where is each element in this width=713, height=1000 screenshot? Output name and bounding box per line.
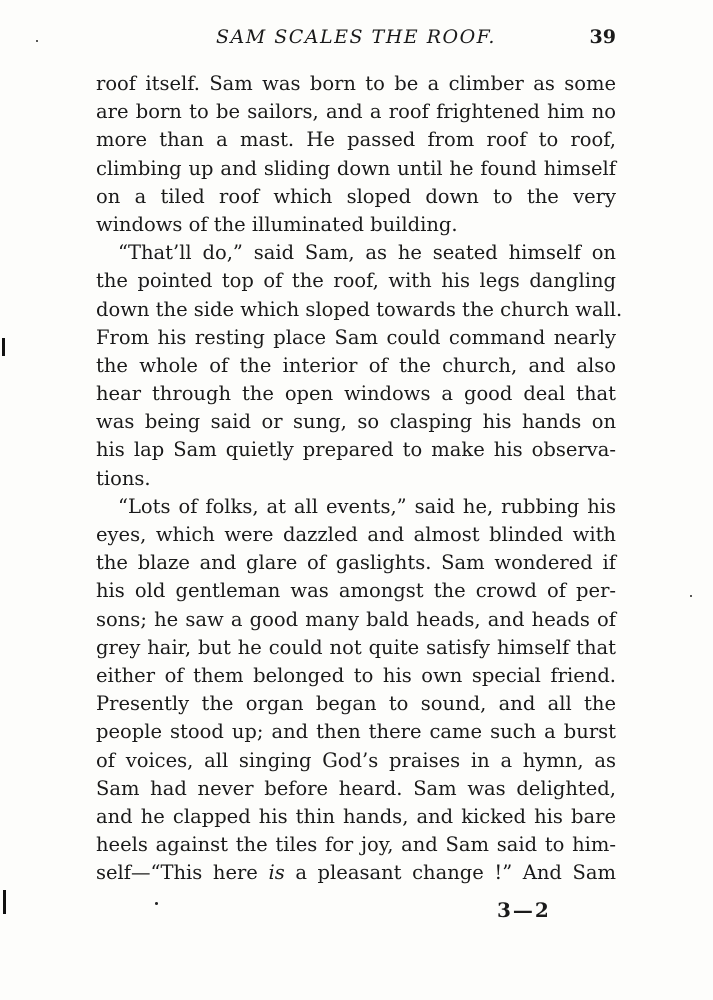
text-line: windows of the illuminated building. (96, 212, 458, 236)
text-line: tions. (96, 466, 151, 490)
text-line: are born to be sailors, and a roof frightened him no (96, 100, 616, 124)
scan-edge-mark (3, 890, 6, 914)
text-line: the blaze and glare of gaslights. Sam wondered if (96, 551, 616, 575)
running-title: SAM SCALES THE ROOF. (216, 26, 496, 48)
scan-edge-mark (2, 338, 5, 356)
text-line: his old gentleman was amongst the crowd of per- (96, 579, 616, 603)
text-line: people stood up; and then there came such a burst (96, 720, 616, 744)
text-line: his lap Sam quietly prepared to make his observa- (96, 438, 616, 462)
text-line: Presently the organ began to sound, and all the (96, 692, 616, 716)
text-line: hear through the open windows a good deal that (96, 382, 616, 406)
text-line: heels against the tiles for joy, and Sam said to him- (96, 833, 616, 857)
page-number: 39 (589, 26, 616, 48)
text-line: was being said or sung, so clasping his hands on (96, 410, 616, 434)
text-line: From his resting place Sam could command nearly (96, 325, 616, 349)
text-line: climbing up and sliding down until he found himself (96, 156, 616, 180)
text-line: the pointed top of the roof, with his legs dangling (96, 269, 616, 293)
text-line: roof itself. Sam was born to be a climber as some (96, 72, 616, 95)
final-line-start: self—“This here (96, 861, 269, 885)
text-line: of voices, all singing God’s praises in a hymn, as (96, 748, 616, 772)
text-line: the whole of the interior of the church, and also (96, 353, 616, 377)
text-line: “That’ll do,” said Sam, as he seated himself on (118, 241, 616, 265)
scan-speck (155, 902, 158, 905)
text-line: Sam had never before heard. Sam was delighted, (96, 776, 616, 800)
scan-speck (36, 40, 38, 42)
text-line: down the side which sloped towards the church wall. (96, 297, 623, 321)
text-line: grey hair, but he could not quite satisfy himself that (96, 635, 616, 659)
final-line-emphasis: is (268, 861, 285, 885)
body-text (96, 70, 623, 887)
scan-speck (690, 595, 692, 597)
text-line: more than a mast. He passed from roof to roof, (96, 128, 616, 152)
text-line: either of them belonged to his own special friend. (96, 663, 616, 687)
signature-mark: 3—2 (497, 898, 551, 922)
running-head (96, 26, 616, 56)
text-line: on a tiled roof which sloped down to the very (96, 184, 616, 208)
text-line-final (96, 859, 616, 887)
text-line: and he clapped his thin hands, and kicked his bare (96, 804, 616, 828)
text-line: eyes, which were dazzled and almost blinded with (96, 523, 616, 546)
text-line: “Lots of folks, at all events,” said he, rubbing his (118, 494, 616, 518)
final-line-end: a pleasant change !” And Sam (284, 861, 617, 885)
text-line: sons; he saw a good many bald heads, and heads of (96, 607, 616, 631)
